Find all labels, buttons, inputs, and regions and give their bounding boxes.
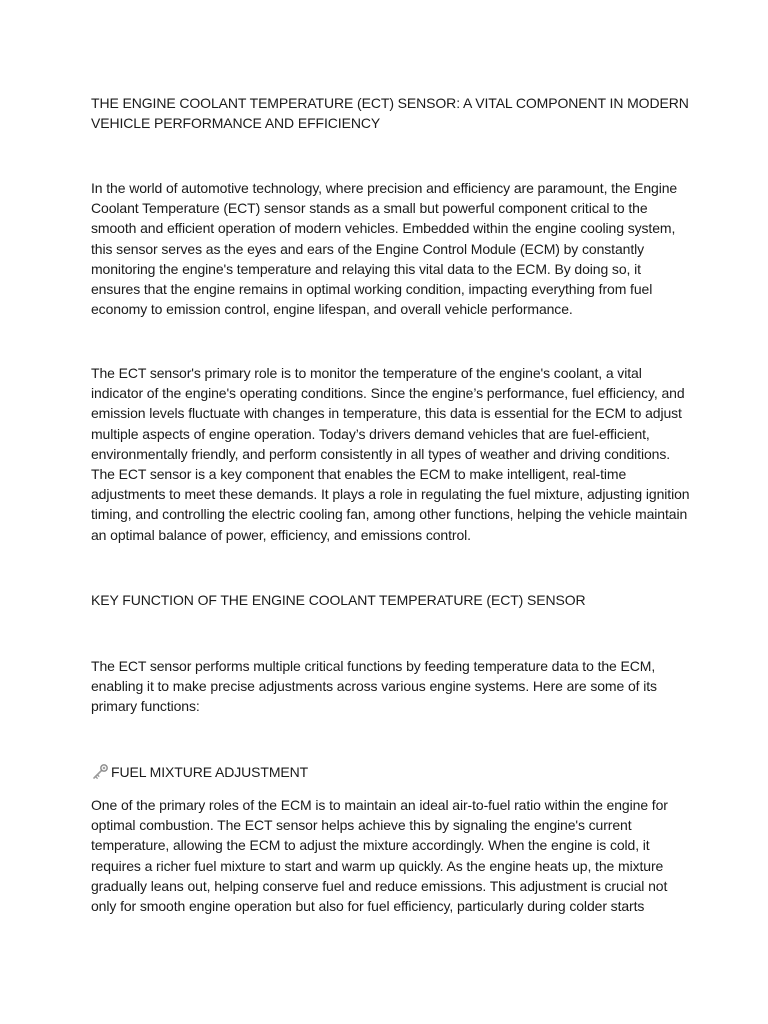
document-title: THE ENGINE COOLANT TEMPERATURE (ECT) SENSOR: A VITAL COMPONENT IN MODERN VEHICLE PERFORMANCE AND EFFICIENCY: [91, 95, 689, 132]
key-function-heading: KEY FUNCTION OF THE ENGINE COOLANT TEMPERATURE (ECT) SENSOR: [91, 592, 586, 608]
fuel-mixture-heading-label: FUEL MIXTURE ADJUSTMENT: [111, 764, 309, 780]
intro-paragraph: In the world of automotive technology, where precision and efficiency are paramount, the Engine Coolant Temperature (ECT) sensor stands as a small but powerful component critical to the smooth and efficient operation of modern vehicles. Embedded within the engine cooling system, this sensor serves as the eyes and ears of the Engine Control Module (ECM) by constantly monitoring the engine's temperature and relaying this vital data to the ECM. By doing so, it ensures that the engine remains in optimal working condition, impacting everything from fuel economy to emission control, engine lifespan, and overall vehicle performance.: [91, 180, 678, 318]
fuel-mixture-heading: [91, 762, 691, 782]
role-paragraph: The ECT sensor's primary role is to monitor the temperature of the engine's coolant, a vital indicator of the engine's operating conditions. Since the engine’s performance, fuel efficiency, and emission levels fluctuate with changes in temperature, this data is essential for the ECM to adjust multiple aspects of engine operation. Today’s drivers demand vehicles that are fuel-efficient, environmentally friendly, and perform consistently in all types of weather and driving conditions. The ECT sensor is a key component that enables the ECM to make intelligent, real-time adjustments to meet these demands. It plays a role in regulating the fuel mixture, adjusting ignition timing, and controlling the electric cooling fan, among other functions, helping the vehicle maintain an optimal balance of power, efficiency, and emissions control.: [91, 365, 690, 543]
key-icon: [91, 763, 109, 781]
fuel-mixture-paragraph: One of the primary roles of the ECM is to maintain an ideal air-to-fuel ratio within the engine for optimal combustion. The ECT sensor helps achieve this by signaling the engine's current temperature, allowing the ECM to adjust the mixture accordingly. When the engine is cold, it requires a richer fuel mixture to start and warm up quickly. As the engine heats up, the mixture gradually leans out, helping conserve fuel and reduce emissions. This adjustment is crucial not only for smooth engine operation but also for fuel efficiency, particularly during colder starts: [91, 797, 668, 915]
functions-intro-paragraph: The ECT sensor performs multiple critical functions by feeding temperature data to the ECM, enabling it to make precise adjustments across various engine systems. Here are some of its primary functions:: [91, 658, 657, 715]
